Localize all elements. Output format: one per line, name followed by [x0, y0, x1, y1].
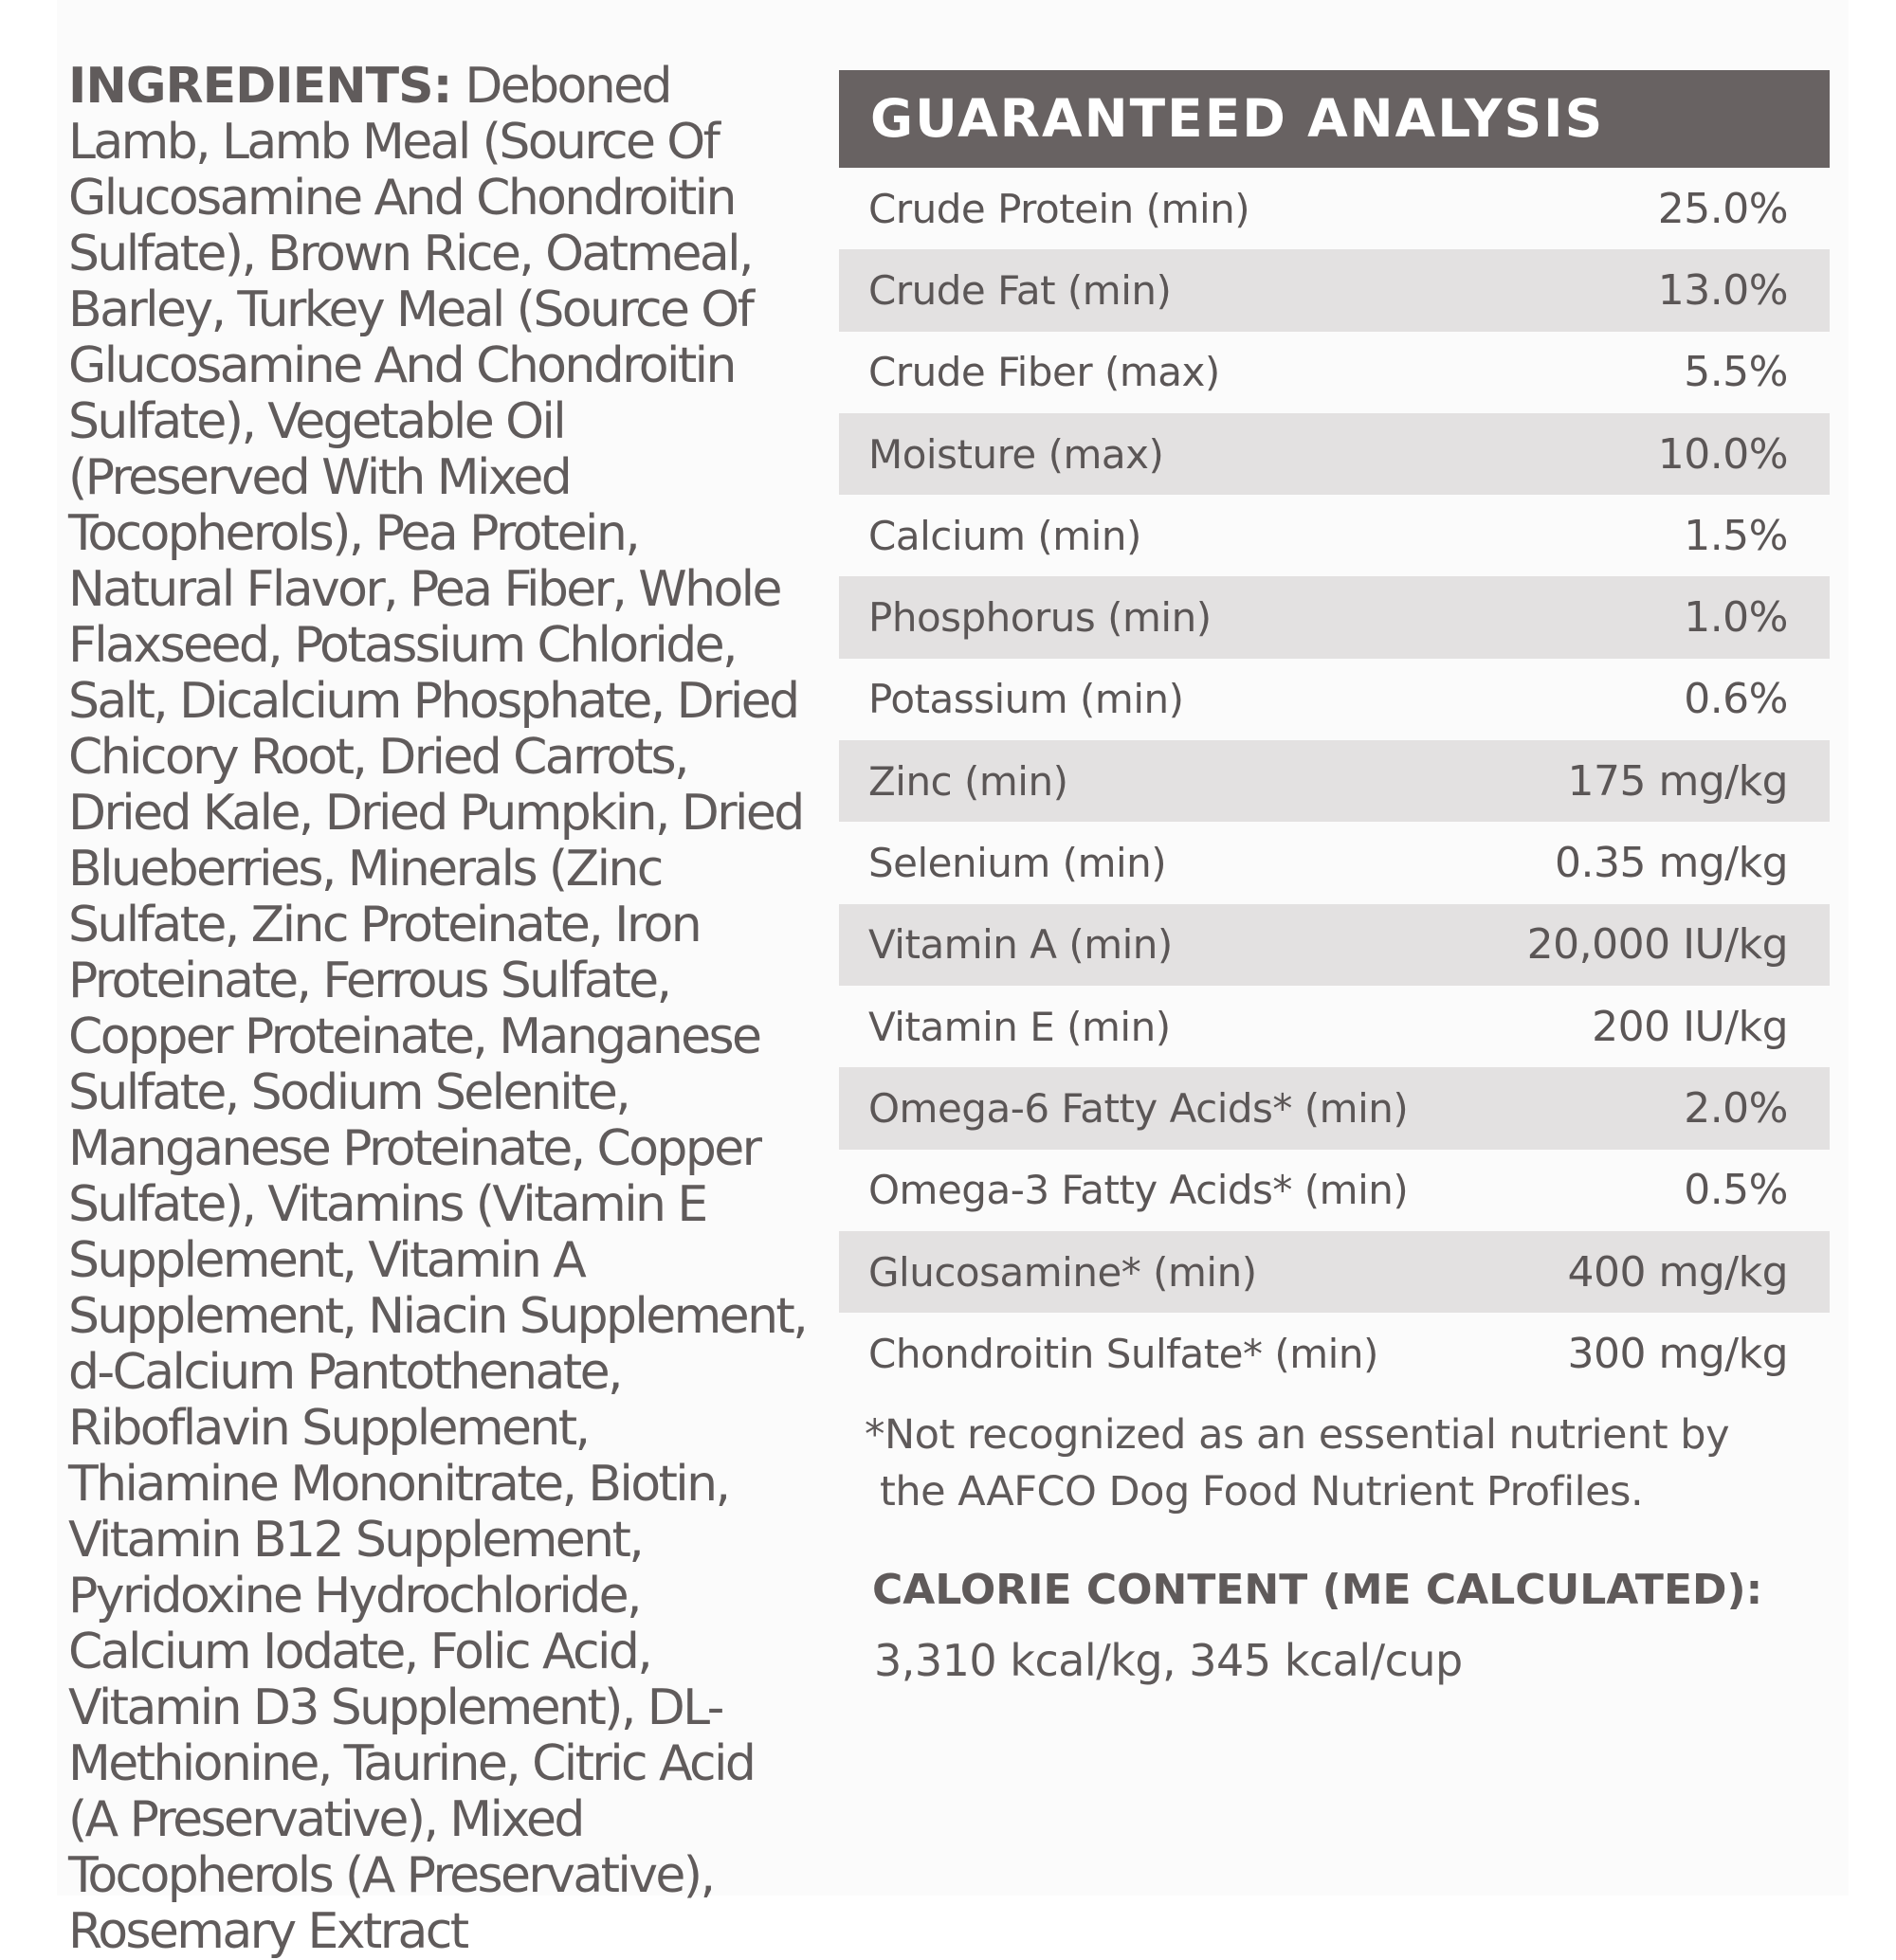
analysis-row: [839, 822, 1830, 903]
analysis-row: [839, 1231, 1830, 1313]
nutrient-value: 400 mg/kg: [1567, 1247, 1788, 1297]
nutrient-name: Moisture (max): [868, 430, 1164, 478]
nutrient-value: 0.35 mg/kg: [1555, 839, 1788, 888]
nutrient-value: 1.5%: [1684, 511, 1788, 560]
nutrient-value: 1.0%: [1684, 593, 1788, 643]
nutrient-name: Crude Fat (min): [868, 266, 1172, 314]
ingredients-label: INGREDIENTS:: [68, 58, 452, 115]
analysis-row: [839, 904, 1830, 986]
nutrient-value: 0.6%: [1684, 675, 1788, 724]
nutrient-value: 20,000 IU/kg: [1526, 920, 1788, 970]
analysis-row: [839, 1150, 1830, 1231]
nutrient-name: Vitamin A (min): [868, 921, 1173, 969]
nutrient-name: Omega-3 Fatty Acids* (min): [868, 1167, 1409, 1214]
nutrient-value: 10.0%: [1657, 429, 1788, 479]
guaranteed-analysis-title: GUARANTEED ANALYSIS: [839, 70, 1830, 168]
nutrient-value: 5.5%: [1684, 348, 1788, 397]
analysis-rows: [839, 168, 1830, 1394]
analysis-row: [839, 659, 1830, 740]
calorie-content-title: CALORIE CONTENT (ME CALCULATED):: [872, 1566, 1763, 1614]
nutrient-name: Calcium (min): [868, 512, 1141, 559]
nutrient-name: Potassium (min): [868, 676, 1184, 723]
analysis-row: [839, 986, 1830, 1067]
analysis-row: [839, 495, 1830, 576]
analysis-row: [839, 1313, 1830, 1394]
nutrient-value: 25.0%: [1657, 184, 1788, 233]
footnote-line-1: *Not recognized as an essential nutrient by: [865, 1411, 1730, 1459]
nutrient-name: Crude Protein (min): [868, 185, 1250, 232]
nutrient-value: 175 mg/kg: [1567, 756, 1788, 806]
analysis-row: [839, 332, 1830, 413]
footnote-line-2: the AAFCO Dog Food Nutrient Profiles.: [880, 1468, 1644, 1515]
analysis-row: [839, 413, 1830, 495]
nutrient-name: Chondroitin Sulfate* (min): [868, 1330, 1378, 1377]
analysis-row: [839, 249, 1830, 331]
nutrient-name: Vitamin E (min): [868, 1003, 1171, 1050]
nutrient-name: Glucosamine* (min): [868, 1248, 1257, 1296]
guaranteed-analysis-table: [839, 70, 1830, 1394]
nutrient-value: 300 mg/kg: [1567, 1329, 1788, 1378]
nutrient-name: Phosphorus (min): [868, 594, 1212, 642]
analysis-row: [839, 168, 1830, 249]
nutrient-value: 200 IU/kg: [1592, 1002, 1788, 1051]
nutrient-value: 13.0%: [1657, 265, 1788, 315]
nutrient-name: Crude Fiber (max): [868, 349, 1220, 396]
analysis-row: [839, 576, 1830, 658]
nutrient-name: Zinc (min): [868, 757, 1068, 805]
analysis-row: [839, 740, 1830, 822]
ingredients-text: Deboned Lamb, Lamb Meal (Source Of Glucosamine And Chondroitin Sulfate), Brown Rice, Oatmeal, Barley, Turkey Meal (Source Of Glucosamine And Chondroitin Sulfate), Vegetable Oil (Preserved With Mixed Tocopherols), Pea Protein, Natural Flavor, Pea Fiber, Whole Flaxseed, Potassium Chloride, Salt, Dicalcium Phosphate, Dried Chicory Root, Dried Carrots, Dried Kale, Dried Pumpkin, Dried Blueberries, Minerals (Zinc Sulfate, Zinc Proteinate, Iron Proteinate, Ferrous Sulfate, Copper Proteinate, Manganese Sulfate, Sodium Selenite, Manganese Proteinate, Copper Sulfate), Vitamins (Vitamin E Supplement, Vitamin A Supplement, Niacin Supplement, d-Calcium Pantothenate, Riboflavin Supplement, Thiamine Mononitrate, Biotin, Vitamin B12 Supplement, Pyridoxine Hydrochloride, Calcium Iodate, Folic Acid, Vitamin D3 Supplement), DL-Methionine, Taurine, Citric Acid (A Preservative), Mixed Tocopherols (A Preservative), Rosemary Extract: [68, 58, 807, 1960]
calorie-content-value: 3,310 kcal/kg, 345 kcal/cup: [874, 1635, 1463, 1686]
nutrient-name: Omega-6 Fatty Acids* (min): [868, 1084, 1409, 1132]
ingredients-block: [68, 59, 808, 1960]
nutrient-value: 0.5%: [1684, 1166, 1788, 1215]
nutrient-value: 2.0%: [1684, 1083, 1788, 1133]
aafco-footnote: [865, 1406, 1841, 1520]
nutrient-name: Selenium (min): [868, 840, 1167, 887]
analysis-row: [839, 1067, 1830, 1149]
